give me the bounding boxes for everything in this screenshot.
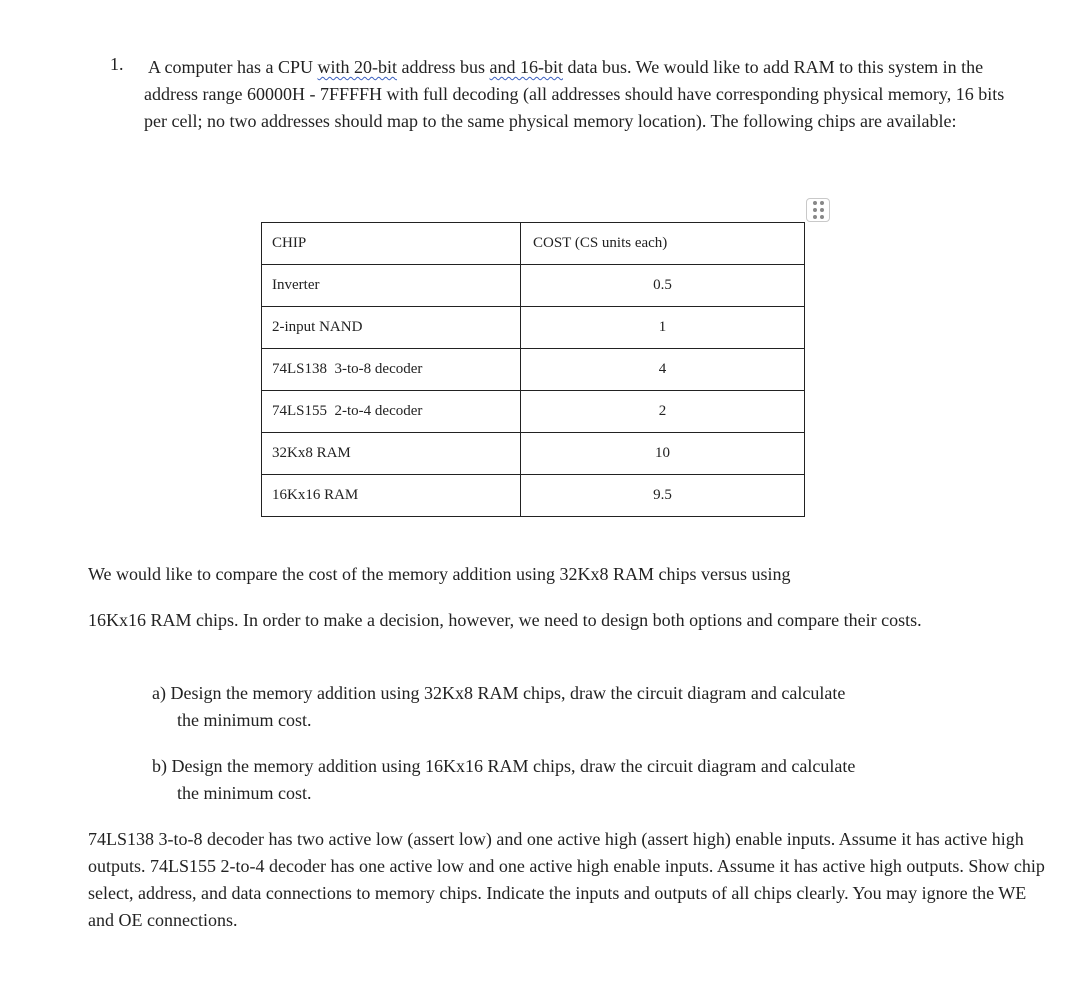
table-header-row: [262, 223, 805, 265]
part-b: [152, 753, 952, 807]
part-b-line1: b) Design the memory addition using 16Kx16 RAM chips, draw the circuit diagram and calculate: [152, 756, 856, 776]
intro-text-2: address bus: [396, 57, 490, 77]
part-a-line2: the minimum cost.: [177, 710, 312, 730]
compare-paragraph-line2: 16Kx16 RAM chips. In order to make a decision, however, we need to design both options and compare their costs.: [88, 610, 922, 630]
intro-text-3: data bus. We would like to add RAM to this system in the address range 60000H - 7FFFFH with full decoding (all addresses should have corresponding physical memory, 16 bits per cell; no two addresses should map to the same physical memory location). The following chips are available:: [144, 57, 1005, 131]
compare-paragraph-line1: We would like to compare the cost of the memory addition using 32Kx8 RAM chips versus using: [88, 564, 791, 584]
chip-name: 74LS138 3-to-8 decoder: [262, 349, 521, 391]
table-row: [262, 265, 805, 307]
chip-name: 74LS155 2-to-4 decoder: [262, 391, 521, 433]
chip-name: 32Kx8 RAM: [262, 433, 521, 475]
chip-name: Inverter: [262, 265, 521, 307]
notes-paragraph: 74LS138 3-to-8 decoder has two active low (assert low) and one active high (assert high) enable inputs. Assume it has active high outputs. 74LS155 2-to-4 decoder has one active low and one active high enable inputs. Assume it has active high outputs. Show chip select, address, and data connections to memory chips. Indicate the inputs and outputs of all chips clearly. You may ignore the WE and OE connections.: [88, 829, 1045, 930]
table-row: [262, 307, 805, 349]
spellcheck-underline-2: and 16-bit: [489, 57, 563, 77]
chip-cost: 10: [521, 433, 805, 475]
chip-name: 2-input NAND: [262, 307, 521, 349]
spellcheck-underline-1: with 20-bit: [317, 57, 397, 77]
table-row: [262, 433, 805, 475]
chip-cost: 9.5: [521, 475, 805, 517]
part-a: [152, 680, 952, 734]
table-row: [262, 391, 805, 433]
part-a-line1: a) Design the memory addition using 32Kx8 RAM chips, draw the circuit diagram and calculate: [152, 683, 846, 703]
table-row: [262, 475, 805, 517]
question-intro: [144, 54, 1024, 135]
chip-name: 16Kx16 RAM: [262, 475, 521, 517]
header-chip: CHIP: [262, 223, 521, 265]
intro-text-1: A computer has a CPU: [148, 57, 318, 77]
part-b-line2: the minimum cost.: [177, 783, 312, 803]
chip-cost: 4: [521, 349, 805, 391]
header-cost: COST (CS units each): [521, 223, 805, 265]
chip-cost-table: [261, 222, 805, 517]
question-number: 1.: [110, 54, 124, 74]
chip-cost: 2: [521, 391, 805, 433]
chip-cost: 1: [521, 307, 805, 349]
table-row: [262, 349, 805, 391]
chip-cost: 0.5: [521, 265, 805, 307]
table-drag-handle-icon[interactable]: [806, 198, 830, 222]
